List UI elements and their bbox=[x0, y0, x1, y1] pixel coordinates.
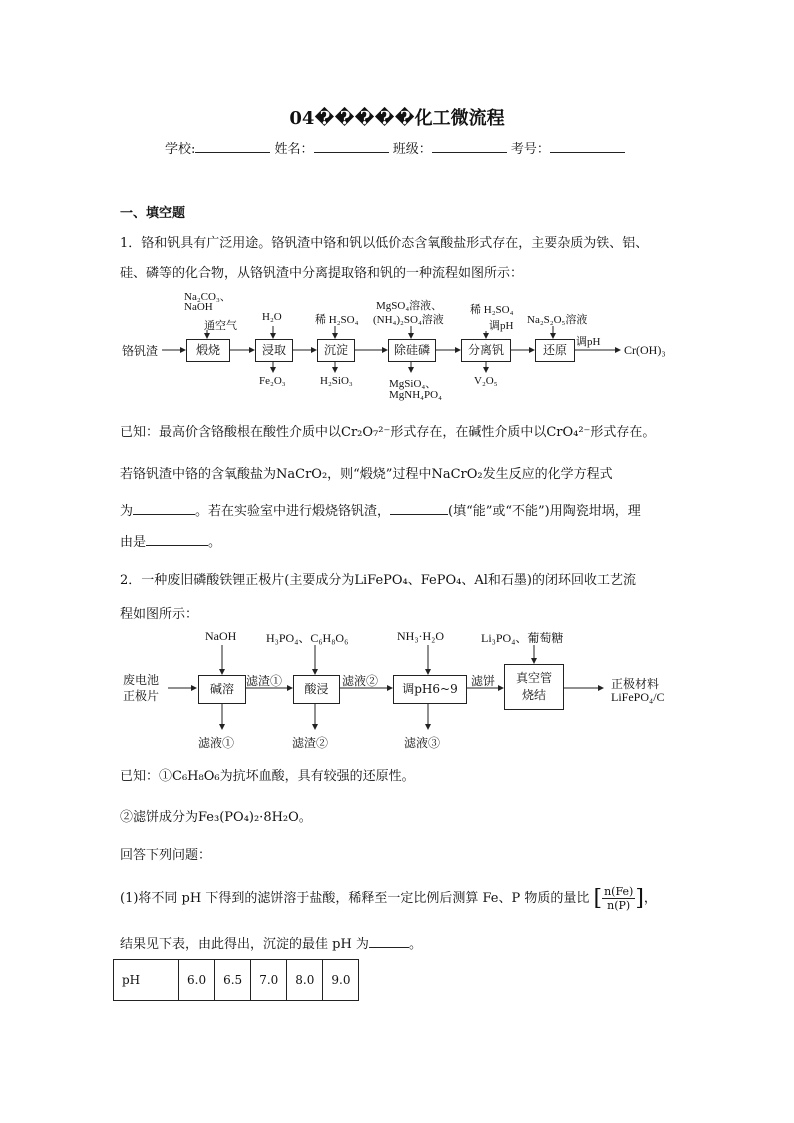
number-label: 考号： bbox=[510, 142, 550, 157]
section-heading: 一、填空题 bbox=[120, 206, 186, 221]
flow1-in-na2co3: Na₂CO₃、 bbox=[184, 291, 231, 303]
flow2-start-2: 正极片 bbox=[123, 689, 160, 703]
flow1-out-fe2o3: Fe₂O₃ bbox=[259, 375, 286, 387]
flow1-in-naoh: NaOH bbox=[184, 301, 213, 313]
flow2-mid-filtrate2: 滤液② bbox=[342, 674, 379, 688]
flow1-in-h2so4-a: 稀 H₂SO₄ bbox=[315, 314, 359, 326]
name-label: 姓名： bbox=[274, 142, 314, 157]
flow1-out-mgnh4po4: MgNH₄PO₄ bbox=[389, 389, 442, 401]
table-cell: 9.0 bbox=[323, 960, 359, 1001]
table-cell: 6.5 bbox=[215, 960, 251, 1001]
ratio-fraction: $\frac{n(Fe)}{n(P)}$ bbox=[604, 885, 634, 912]
flow2-in-nh3: NH₃·H₂O bbox=[397, 629, 445, 643]
q2-line1: 2．一种废旧磷酸铁锂正极片(主要成分为LiFePO₄、FePO₄、Al和石墨)的闭环回收工艺流 bbox=[120, 573, 636, 588]
flow1-out-h2sio3: H₂SiO₃ bbox=[320, 375, 353, 387]
flow2-start-1: 废电池 bbox=[123, 673, 160, 687]
flow2-end-1: 正极材料 bbox=[611, 677, 660, 691]
q2-sub1-line1: (1)将不同 pH 下得到的滤饼溶于盐酸，稀释至一定比例后测算 Fe、P 物质的量比 [ $\frac{n(Fe)}{n(P)}$ ]， bbox=[120, 885, 657, 912]
flow1-box-leach: 浸取 bbox=[255, 339, 293, 362]
page-title: 04�����化工微流程 bbox=[289, 108, 505, 129]
table-cell: pH bbox=[114, 960, 179, 1001]
table-cell: 6.0 bbox=[179, 960, 215, 1001]
q1-line1: 1．铬和钒具有广泛用途。铬钒渣中铬和钒以低价态含氧酸盐形式存在，主要杂质为铁、铝、 bbox=[120, 236, 649, 251]
flow1-end: Cr(OH)₃ bbox=[624, 343, 666, 357]
flow1-in-mgso4: MgSO₄溶液、 bbox=[376, 300, 443, 312]
flow2-in-li3po4: Li₃PO₄、葡萄糖 bbox=[481, 631, 564, 645]
table-row bbox=[114, 960, 359, 1001]
class-label: 班级： bbox=[392, 142, 432, 157]
flow2-out-filtrate3: 滤液③ bbox=[404, 736, 441, 750]
q1-question-line3: 由是 。 bbox=[120, 531, 221, 550]
q1-known: 已知：最高价含铬酸根在酸性介质中以Cr₂O₇²⁻形式存在，在碱性介质中以CrO₄²⁻形式存在。 bbox=[120, 425, 656, 440]
flow1-out-v2o5: V₂O₅ bbox=[474, 375, 498, 387]
flow1-in-adjust-ph: 调pH bbox=[489, 320, 514, 332]
q2-known1: 已知：①C₆H₈O₆为抗坏血酸，具有较强的还原性。 bbox=[120, 769, 415, 784]
q1-line2: 硅、磷等的化合物，从铬钒渣中分离提取铬和钒的一种流程如图所示： bbox=[120, 266, 524, 281]
flow2-out-filtrate1: 滤液① bbox=[198, 736, 235, 750]
table-cell: 7.0 bbox=[251, 960, 287, 1001]
q2-line2: 程如图所示： bbox=[120, 607, 199, 622]
flow2-end-2: LiFePO₄/C bbox=[611, 690, 665, 704]
flow1-box-separate-v: 分离钒 bbox=[461, 339, 511, 362]
flow1-in-nh4so4: (NH₄)₂SO₄溶液 bbox=[373, 314, 444, 326]
flow1-in-h2o: H₂O bbox=[262, 311, 282, 323]
q2-answer-prompt: 回答下列问题： bbox=[120, 848, 212, 863]
q1-question-line2: 为 。若在实验室中进行煅烧铬钒渣， (填“能”或“不能”)用陶瓷坩埚，理 bbox=[120, 500, 641, 519]
flow1-box-remove-sip: 除硅磷 bbox=[388, 339, 436, 362]
flow2-box-alkali: 碱溶 bbox=[198, 675, 246, 704]
flow1-box-calcine: 煅烧 bbox=[186, 339, 230, 362]
flow1-box-precipitate: 沉淀 bbox=[317, 339, 355, 362]
flow2-box-adjust-ph: 调pH6~9 bbox=[393, 675, 467, 704]
flow2-box-vacuum: 真空管 烧结 bbox=[504, 664, 564, 710]
flow1-start: 铬钒渣 bbox=[122, 344, 159, 358]
ph-table bbox=[113, 959, 359, 1001]
flow1-adjust-ph-2: 调pH bbox=[576, 336, 601, 348]
flow1-out-mgsio4: MgSiO₄、 bbox=[389, 378, 437, 390]
flow1-in-na2s2o5: Na₂S₂O₅溶液 bbox=[527, 314, 588, 326]
flow2-mid-residue1: 滤渣① bbox=[246, 674, 283, 688]
flow2-out-residue2: 滤渣② bbox=[292, 736, 329, 750]
flow1-in-h2so4-b: 稀 H₂SO₄ bbox=[470, 304, 514, 316]
flow2-mid-cake: 滤饼 bbox=[471, 674, 496, 688]
q2-sub1-line2: 结果见下表，由此得出，沉淀的最佳 pH 为 。 bbox=[120, 933, 422, 952]
table-cell: 8.0 bbox=[287, 960, 323, 1001]
flow2-in-h3po4: H₃PO₄、C₆H₈O₆ bbox=[266, 631, 349, 645]
flow2-box-acid: 酸浸 bbox=[293, 675, 340, 704]
q2-known2: ②滤饼成分为Fe₃(PO₄)₂·8H₂O。 bbox=[120, 810, 312, 825]
flow1-in-air: 通空气 bbox=[204, 320, 237, 332]
school-label: 学校: bbox=[165, 142, 196, 157]
q2-answer-blank-ph[interactable] bbox=[369, 934, 409, 948]
flow2-in-naoh: NaOH bbox=[205, 629, 237, 643]
q1-question-line1: 若铬钒渣中铬的含氧酸盐为NaCrO₂，则“煅烧”过程中NaCrO₂发生反应的化学方程式 bbox=[120, 467, 613, 482]
flow1-box-reduce: 还原 bbox=[535, 339, 575, 362]
